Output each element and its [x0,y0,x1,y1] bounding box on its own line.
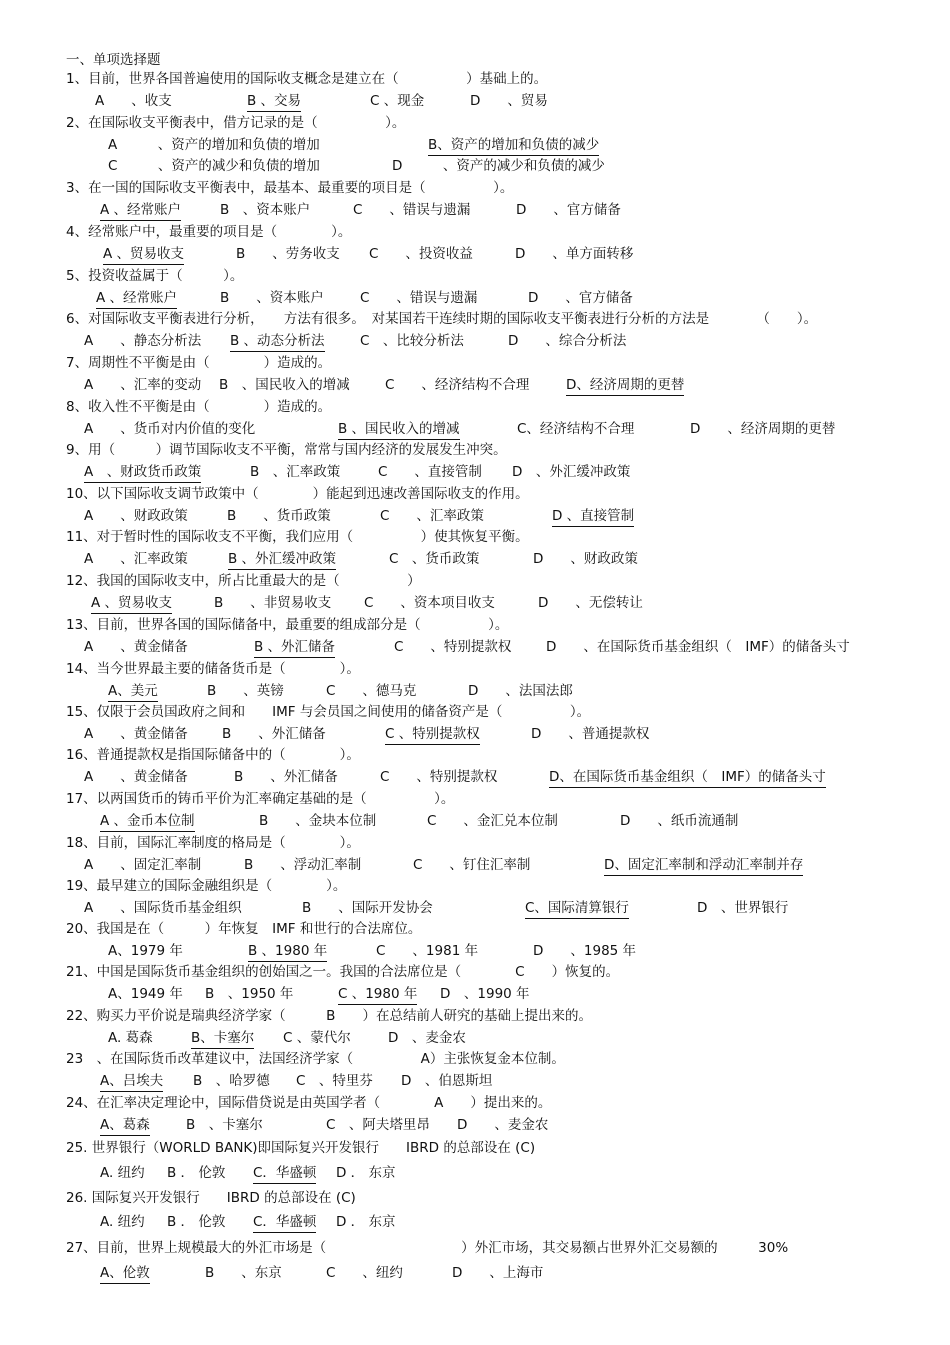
answer-option [531,725,649,743]
answer-option [533,942,636,960]
answer-option [394,638,511,656]
answer-option [84,507,188,525]
correct-answer-label: A 、贸易收支 [91,594,172,614]
option-label: B 、哈罗德 [193,1073,270,1089]
option-label: D 、上海市 [452,1265,544,1281]
option-label: A 、资产的增加和负债的增加 [108,137,320,153]
option-label: B 、国民收入的增减 [219,377,350,393]
option-label: A. 纽约 [100,1214,145,1230]
answer-option [353,201,470,219]
option-label: D 、法国法郎 [468,683,573,699]
question-stem: 3、在一国的国际收支平衡表中，最基本、最重要的项目是（ ）。 [66,180,514,196]
option-label: C 、汇率政策 [380,508,484,524]
question-stem: 25. 世界银行（WORLD BANK)即国际复兴开发银行 IBRD 的总部设在 (C) [66,1140,536,1156]
answer-option [546,638,850,656]
answer-option [167,1213,225,1231]
answer-option [205,1264,282,1282]
option-label: C 、资产的减少和负债的增加 [108,158,320,174]
answer-option [413,856,530,874]
answer-option [552,507,634,527]
correct-answer-label: B 、动态分析法 [230,332,325,352]
answer-option [84,725,188,743]
correct-answer-label: A 、经常账户 [96,289,177,309]
answer-option [512,463,630,481]
answer-option [95,92,172,110]
answer-option [468,682,573,700]
answer-option [516,201,621,219]
answer-option [457,1116,548,1134]
option-label: C、经济结构不合理 [517,421,635,437]
option-label: C 、特别提款权 [380,769,498,785]
answer-option [84,332,201,350]
answer-option [84,638,188,656]
answer-option [566,376,684,396]
answer-option [428,136,599,156]
answer-option [234,768,338,786]
option-label: B 、国际开发协会 [302,900,433,916]
answer-option [219,376,350,394]
question-stem: 13、目前，世界各国的国际储备中，最重要的组成部分是（ ）。 [66,617,509,633]
question-stem: 24、在汇率决定理论中，国际借贷说是由英国学者（ A ）提出来的。 [66,1095,552,1111]
option-label: B 、东京 [205,1265,282,1281]
answer-option [222,725,326,743]
correct-answer-label: C．华盛顿 [253,1164,316,1184]
answer-option [296,1072,373,1090]
correct-answer-label: A 、经常账户 [100,201,181,221]
answer-option [389,550,479,568]
answer-option [380,768,497,786]
answer-option [538,594,643,612]
answer-option [401,1072,492,1090]
option-label: C 、纽约 [326,1265,403,1281]
answer-option [84,856,201,874]
correct-answer-label: C．华盛顿 [253,1213,316,1233]
option-label: C 、投资收益 [369,246,473,262]
option-label: A 、黄金储备 [84,639,188,655]
option-label: C 、德马克 [326,683,417,699]
option-label: D 、1990 年 [440,986,530,1002]
option-label: D 、在国际货币基金组织（ IMF）的储备头寸 [546,639,850,655]
answer-option [338,985,417,1005]
option-label: D 、无偿转让 [538,595,643,611]
answer-option [103,245,184,265]
option-label: C 、资本项目收支 [364,595,495,611]
answer-option [108,136,320,154]
answer-option [254,638,335,658]
answer-option [227,507,331,525]
answer-option [690,420,835,438]
question-stem: 18、目前，国际汇率制度的格局是（ ）。 [66,835,360,851]
question-stem: 20、我国是在（ ）年恢复 IMF 和世行的合法席位。 [66,921,422,937]
section-heading: 一、单项选择题 [66,52,161,68]
answer-option [100,1264,150,1284]
answer-option [452,1264,543,1282]
answer-option [336,1164,395,1182]
answer-option [380,507,484,525]
option-label: B 、汇率政策 [250,464,341,480]
option-label: A、1949 年 [108,986,183,1002]
answer-option [84,550,188,568]
answer-option [376,942,478,960]
answer-option [528,289,633,307]
answer-option [84,420,255,438]
option-label: A 、汇率政策 [84,551,188,567]
option-label: D 、1985 年 [533,943,637,959]
answer-option [100,812,195,832]
option-label: B 、劳务收支 [236,246,340,262]
answer-option [193,1072,270,1090]
answer-option [604,856,803,876]
question-stem: 16、普通提款权是指国际储备中的（ ）。 [66,747,360,763]
answer-option [508,332,626,350]
option-label: B 、卡塞尔 [186,1117,263,1133]
answer-option [470,92,548,110]
correct-answer-label: A 、金币本位制 [100,812,195,832]
answer-option [205,985,293,1003]
answer-option [100,1164,145,1182]
option-label: D ． 东京 [336,1214,396,1230]
answer-option [244,856,361,874]
correct-answer-label: B 、国民收入的增减 [338,420,460,440]
option-label: A. 葛森 [108,1030,153,1046]
option-label: D 、麦金农 [457,1117,549,1133]
question-stem: 8、收入性不平衡是由（ ）造成的。 [66,399,332,415]
answer-option [84,463,201,483]
option-label: B 、英镑 [207,683,284,699]
correct-answer-label: A、美元 [108,682,158,702]
option-label: D 、财政政策 [533,551,638,567]
correct-answer-label: B、卡塞尔 [191,1029,254,1049]
option-label: A 、货币对内价值的变化 [84,421,256,437]
option-label: D ． 东京 [336,1165,396,1181]
answer-option [247,92,301,112]
answer-option [91,594,172,614]
option-label: C 、比较分析法 [360,333,464,349]
correct-answer-label: A、伦敦 [100,1264,150,1284]
answer-option [326,1264,403,1282]
option-label: D 、麦金农 [388,1030,466,1046]
answer-option [338,420,460,440]
answer-option [515,245,633,263]
correct-answer-label: A 、财政货币政策 [84,463,201,483]
question-stem: 15、仅限于会员国政府之间和 IMF 与会员国之间使用的储备资产是（ ）。 [66,704,591,720]
answer-option [220,289,324,307]
option-label: D 、伯恩斯坦 [401,1073,493,1089]
option-label: B ． 伦敦 [167,1165,226,1181]
answer-option [228,550,336,570]
answer-option [388,1029,466,1047]
question-stem: 11、对于暂时性的国际收支不平衡，我们应用（ ）使其恢复平衡。 [66,529,529,545]
answer-option [236,245,340,263]
option-label: C 、金汇兑本位制 [427,813,558,829]
answer-option [369,245,473,263]
correct-answer-label: B、资产的增加和负债的减少 [428,136,599,156]
question-stem: 22、购买力平价说是瑞典经济学家（ B ）在总结前人研究的基础上提出来的。 [66,1008,592,1024]
option-label: C 、阿夫塔里昂 [326,1117,430,1133]
option-label: A 、国际货币基金组织 [84,900,242,916]
answer-option [108,682,158,702]
question-stem: 12、我国的国际收支中，所占比重最大的是（ ） [66,573,421,589]
answer-option [230,332,325,352]
correct-answer-label: B 、交易 [247,92,301,112]
question-stem: 9、用（ ）调节国际收支不平衡，常常与国内经济的发展发生冲突。 [66,442,507,458]
option-label: A 、财政政策 [84,508,188,524]
option-label: C 、货币政策 [389,551,480,567]
option-label: B 、资本账户 [220,290,324,306]
option-label: B 、浮动汇率制 [244,857,362,873]
option-label: C 、错误与遗漏 [353,202,471,218]
answer-option [525,899,629,919]
option-label: A. 纽约 [100,1165,145,1181]
question-stem: 10、以下国际收支调节政策中（ ）能起到迅速改善国际收支的作用。 [66,486,529,502]
correct-answer-label: A、葛森 [100,1116,150,1136]
question-stem: 19、最早建立的国际金融组织是（ ）。 [66,878,347,894]
question-stem: 4、经常账户中，最重要的项目是（ ）。 [66,224,352,240]
answer-option [370,92,424,110]
answer-option [250,463,340,481]
option-label: A 、收支 [95,93,172,109]
option-label: B 、货币政策 [227,508,331,524]
option-label: A 、汇率的变动 [84,377,202,393]
correct-answer-label: B 、外汇缓冲政策 [228,550,336,570]
answer-option [108,985,183,1003]
option-label: D 、综合分析法 [508,333,627,349]
correct-answer-label: A 、贸易收支 [103,245,184,265]
answer-option [108,157,320,175]
answer-option [84,376,201,394]
answer-option [440,985,530,1003]
option-label: D 、官方储备 [528,290,633,306]
answer-option [248,942,327,962]
answer-option [336,1213,395,1231]
option-label: B 、非贸易收支 [214,595,332,611]
option-label: D 、经济周期的更替 [690,421,836,437]
answer-option [84,768,188,786]
question-stem: 6、对国际收支平衡表进行分析， 方法有很多。 对某国若干连续时期的国际收支平衡表进行分析的方法是 （ ）。 [66,311,818,327]
correct-answer-label: C、国际清算银行 [525,899,629,919]
answer-option [84,899,242,917]
answer-option [517,420,634,438]
question-stem: 21、中国是国际货币基金组织的创始国之一。我国的合法席位是（ C ）恢复的。 [66,964,620,980]
answer-option [326,1116,430,1134]
correct-answer-label: A、吕埃夫 [100,1072,163,1092]
option-label: A、1979 年 [108,943,183,959]
answer-option [385,376,529,394]
option-label: B 、资本账户 [220,202,311,218]
question-stem: 26. 国际复兴开发银行 IBRD 的总部设在 (C) [66,1190,356,1206]
option-label: B ． 伦敦 [167,1214,226,1230]
answer-option [207,682,284,700]
answer-option [533,550,638,568]
option-label: A 、黄金储备 [84,769,188,785]
correct-answer-label: B 、1980 年 [248,942,327,962]
correct-answer-label: C 、特别提款权 [385,725,480,745]
answer-option [360,289,477,307]
question-stem: 7、周期性不平衡是由（ ）造成的。 [66,355,332,371]
answer-option [620,812,738,830]
correct-answer-label: C 、1980 年 [338,985,417,1005]
correct-answer-label: D、在国际货币基金组织（ IMF）的储备头寸 [549,768,826,788]
answer-option [283,1029,351,1047]
answer-option [191,1029,254,1049]
answer-option [100,201,181,221]
answer-option [214,594,331,612]
option-label: C 、特别提款权 [394,639,512,655]
option-label: C 、经济结构不合理 [385,377,530,393]
option-label: D 、资产的减少和负债的减少 [392,158,605,174]
answer-option [100,1116,150,1136]
answer-option [167,1164,225,1182]
option-label: D 、贸易 [470,93,548,109]
answer-option [259,812,376,830]
option-label: D 、外汇缓冲政策 [512,464,631,480]
question-stem: 2、在国际收支平衡表中，借方记录的是（ ）。 [66,115,406,131]
option-label: A 、黄金储备 [84,726,188,742]
option-label: D 、纸币流通制 [620,813,739,829]
option-label: C 、特里芬 [296,1073,373,1089]
option-label: A 、固定汇率制 [84,857,202,873]
answer-option [326,682,416,700]
question-stem: 27、目前，世界上规模最大的外汇市场是（ ）外汇市场，其交易额占世界外汇交易额的 30% [66,1240,789,1256]
answer-option [108,1029,153,1047]
option-label: D 、单方面转移 [515,246,634,262]
question-stem: 14、当今世界最主要的储备货币是（ ）。 [66,661,360,677]
option-label: C 、钉住汇率制 [413,857,531,873]
option-label: C 、蒙代尔 [283,1030,351,1046]
correct-answer-label: B 、外汇储备 [254,638,335,658]
option-label: D 、世界银行 [697,900,789,916]
answer-option [549,768,826,788]
answer-option [385,725,480,745]
answer-option [108,942,183,960]
option-label: C 、直接管制 [378,464,482,480]
answer-option [100,1213,145,1231]
option-label: C 、现金 [370,93,425,109]
correct-answer-label: D、固定汇率制和浮动汇率制并存 [604,856,803,876]
question-stem: 1、目前，世界各国普遍使用的国际收支概念是建立在（ ）基础上的。 [66,71,548,87]
question-stem: 23 、在国际货币改革建议中，法国经济学家（ A）主张恢复金本位制。 [66,1051,565,1067]
answer-option [360,332,464,350]
answer-option [253,1164,316,1184]
answer-option [378,463,482,481]
answer-option [96,289,177,309]
option-label: B 、外汇储备 [234,769,338,785]
answer-option [253,1213,316,1233]
option-label: C 、错误与遗漏 [360,290,478,306]
answer-option [427,812,558,830]
answer-option [697,899,788,917]
answer-option [302,899,433,917]
answer-option [220,201,310,219]
option-label: D 、官方储备 [516,202,621,218]
option-label: B 、1950 年 [205,986,294,1002]
answer-option [100,1072,163,1092]
correct-answer-label: D 、直接管制 [552,507,634,527]
question-stem: 5、投资收益属于（ ）。 [66,268,244,284]
correct-answer-label: D、经济周期的更替 [566,376,684,396]
answer-option [364,594,495,612]
answer-option [392,157,605,175]
option-label: B 、金块本位制 [259,813,377,829]
question-stem: 17、以两国货币的铸币平价为汇率确定基础的是（ ）。 [66,791,455,807]
answer-option [186,1116,263,1134]
option-label: B 、外汇储备 [222,726,326,742]
option-label: A 、静态分析法 [84,333,202,349]
option-label: D 、普通提款权 [531,726,650,742]
option-label: C 、1981 年 [376,943,479,959]
